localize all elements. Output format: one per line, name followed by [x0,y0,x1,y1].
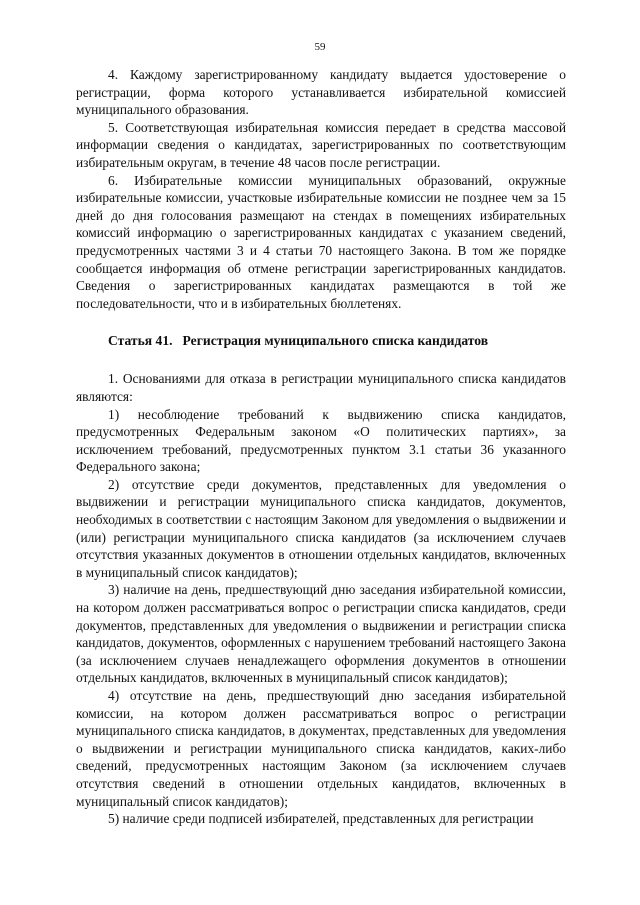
list-item-3: 3) наличие на день, предшествующий дню заседания избирательной комиссии, на котором должен рассматриваться вопрос о регистрации списка кандидатов, среди документов, представленных для уведомления о выдвижении и регистрации списка кандидатов, документов, оформленных с нарушением требований настоящего Закона (за исключением случаев ненадлежащего оформления документов в отношении отдельных кандидатов, включенных в муниципальный список кандидатов); [76,582,566,686]
list-item-4: 4) отсутствие на день, предшествующий дню заседания избирательной комиссии, на котором должен рассматриваться вопрос о регистрации муниципального списка кандидатов, в документах, представленных для уведомления о выдвижении и регистрации муниципального списка кандидатов, каких-либо сведений, предусмотренных настоящим Законом (за исключением случаев отсутствия сведений в отношении отдельных кандидатов, включенных в муниципальный список кандидатов); [76,688,566,809]
paragraph-5: 5. Соответствующая избирательная комиссия передает в средства массовой информации сведения о кандидатах, зарегистрированных по соответствующим избирательным округам, в течение 48 часов после регистрации. [76,119,566,170]
article-heading [76,332,566,350]
article-number: Статья 41. [108,333,173,349]
paragraph-6: 6. Избирательные комиссии муниципальных образований, окружные избирательные комиссии, участковые избирательные комиссии не позднее чем за 15 дней до дня голосования размещают на стендах в помещениях избирательных комиссий информацию о зарегистрированных кандидатах с указанием сведений, предусмотренных частями 3 и 4 статьи 70 настоящего Закона. В том же порядке сообщается информация об отмене регистрации зарегистрированных кандидатов. Сведения о зарегистрированных кандидатах размещаются в той же последовательности, что и в избирательных бюллетенях. [76,172,566,311]
article-paragraph-1: 1. Основаниями для отказа в регистрации муниципального списка кандидатов являются: [76,371,566,404]
list-item-1: 1) несоблюдение требований к выдвижению списка кандидатов, предусмотренных Федеральным законом «О политических партиях», за исключением требований, предусмотренных пунктом 3.1 статьи 36 указанного Федерального закона; [76,406,566,475]
article-title: Регистрация муниципального списка кандидатов [182,333,489,349]
document-body [76,66,566,828]
paragraph-4: 4. Каждому зарегистрированному кандидату выдается удостоверение о регистрации, форма которого устанавливается избирательной комиссией муниципального образования. [76,67,566,118]
list-item-2: 2) отсутствие среди документов, представленных для уведомления о выдвижении и регистрации муниципального списка кандидатов, документов, необходимых в соответствии с настоящим Законом для уведомления о выдвижении и (или) регистрации муниципального списка кандидатов (за исключением случаев отсутствия указанных документов в отношении отдельных кандидатов, включенных в муниципальный список кандидатов); [76,476,566,580]
page-number: 59 [314,41,326,53]
list-item-5: 5) наличие среди подписей избирателей, представленных для регистрации [108,811,534,827]
